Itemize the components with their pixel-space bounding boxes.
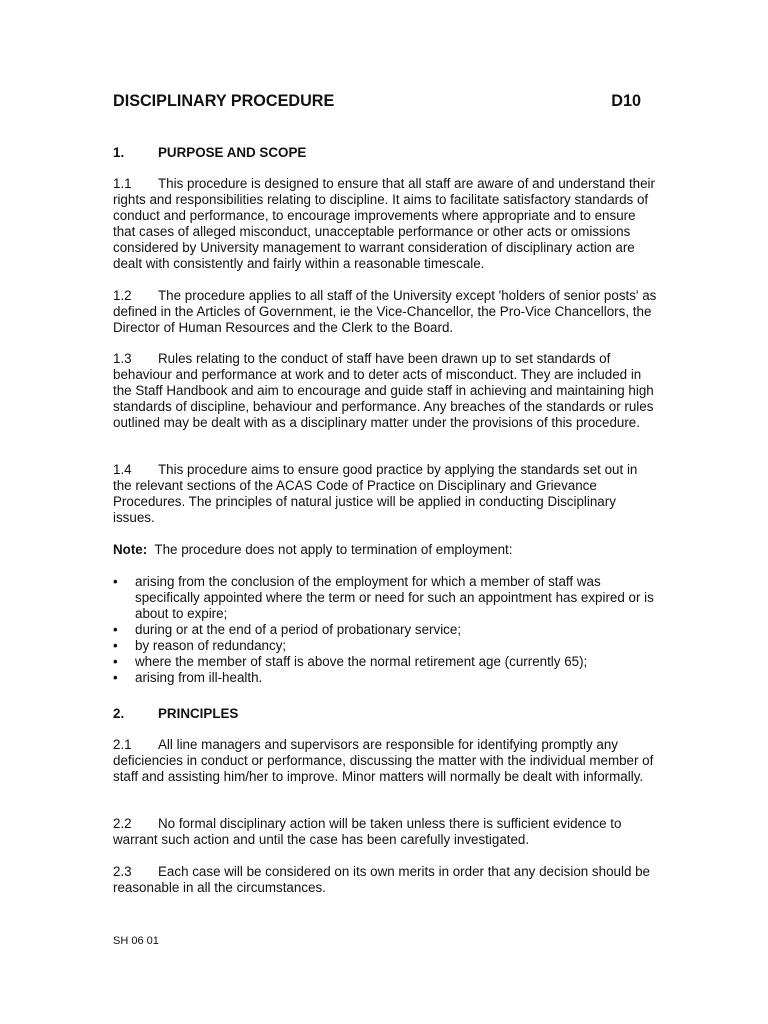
list-item-text: where the member of staff is above the normal retirement age (currently 65); — [135, 654, 588, 669]
paragraph-number: 2.3 — [113, 864, 132, 879]
section-heading-2 — [113, 706, 653, 722]
bullet-icon: • — [113, 654, 118, 669]
paragraph-text: Rules relating to the conduct of staff have been drawn up to set standards of behaviour and performance at work and to deter acts of misconduct. They are included in the Staff Handbook and aim to encourage and guide staff in achieving and maintaining high standards of discipline, behaviour and performance. Any breaches of the standards or rules outlined may be dealt with as a disciplinary matter under the provisions of this procedure. — [113, 351, 654, 430]
paragraph-2-3 — [113, 864, 658, 896]
paragraph-1-2 — [113, 288, 658, 336]
list-item — [113, 622, 658, 638]
list-item-text: during or at the end of a period of probationary service; — [135, 622, 462, 637]
paragraph-1-3 — [113, 351, 658, 431]
paragraph-number: 2.2 — [113, 816, 132, 831]
paragraph-text: Each case will be considered on its own merits in order that any decision should be reasonable in all the circumstances. — [113, 864, 651, 895]
note-label: Note: — [113, 542, 148, 557]
list-item — [113, 638, 658, 654]
paragraph-text: All line managers and supervisors are responsible for identifying promptly any deficiencies in conduct or performance, discussing the matter with the individual member of staff and assisting him/her to improve. Minor matters will normally be dealt with informally. — [113, 737, 654, 784]
paragraph-number: 1.1 — [113, 176, 132, 191]
bullet-icon: • — [113, 670, 118, 685]
exclusion-list — [113, 574, 658, 686]
section-title: PURPOSE AND SCOPE — [158, 145, 307, 160]
paragraph-2-1 — [113, 737, 658, 785]
bullet-icon: • — [113, 638, 118, 653]
paragraph-text: The procedure applies to all staff of the University except 'holders of senior posts' as defined in the Articles of Government, ie the Vice-Chancellor, the Pro-Vice Chancellors, the Director of Human Resources and the Clerk to the Board. — [113, 288, 657, 335]
paragraph-text: No formal disciplinary action will be taken unless there is sufficient evidence to warrant such action and until the case has been carefully investigated. — [113, 816, 622, 847]
bullet-icon: • — [113, 622, 118, 637]
note-text: The procedure does not apply to termination of employment: — [154, 542, 513, 557]
paragraph-number: 1.2 — [113, 288, 132, 303]
section-number: 1. — [113, 145, 125, 160]
footer-reference: SH 06 01 — [113, 935, 159, 947]
paragraph-number: 2.1 — [113, 737, 132, 752]
paragraph-1-4 — [113, 462, 658, 526]
paragraph-1-1 — [113, 176, 658, 272]
list-item — [113, 654, 658, 670]
document-header — [113, 91, 641, 111]
bullet-icon: • — [113, 574, 118, 589]
list-item-text: by reason of redundancy; — [135, 638, 287, 653]
paragraph-number: 1.3 — [113, 351, 132, 366]
section-title: PRINCIPLES — [158, 706, 239, 721]
paragraph-text: This procedure is designed to ensure that all staff are aware of and understand their rights and responsibilities relating to discipline. It aims to facilitate satisfactory standards of conduct and performance, to encourage improvements where appropriate and to ensure that cases of alleged misconduct, unacceptable performance or other acts or omissions considered by University management to warrant consideration of disciplinary action are dealt with consistently and fairly within a reasonable timescale. — [113, 176, 655, 271]
list-item-text: arising from the conclusion of the employment for which a member of staff was specifically appointed where the term or need for such an appointment has expired or is about to expire; — [135, 574, 654, 621]
document-code: D10 — [611, 92, 641, 110]
list-item-text: arising from ill-health. — [135, 670, 263, 685]
list-item — [113, 574, 658, 622]
paragraph-text: This procedure aims to ensure good practice by applying the standards set out in the relevant sections of the ACAS Code of Practice on Disciplinary and Grievance Procedures. The principles of natural justice will be applied in conducting Disciplinary issues. — [113, 462, 638, 525]
section-number: 2. — [113, 706, 125, 721]
paragraph-2-2 — [113, 816, 658, 848]
document-title: DISCIPLINARY PROCEDURE — [113, 92, 335, 110]
list-item — [113, 670, 658, 686]
section-heading-1 — [113, 145, 653, 161]
paragraph-number: 1.4 — [113, 462, 132, 477]
note-paragraph — [113, 542, 658, 558]
